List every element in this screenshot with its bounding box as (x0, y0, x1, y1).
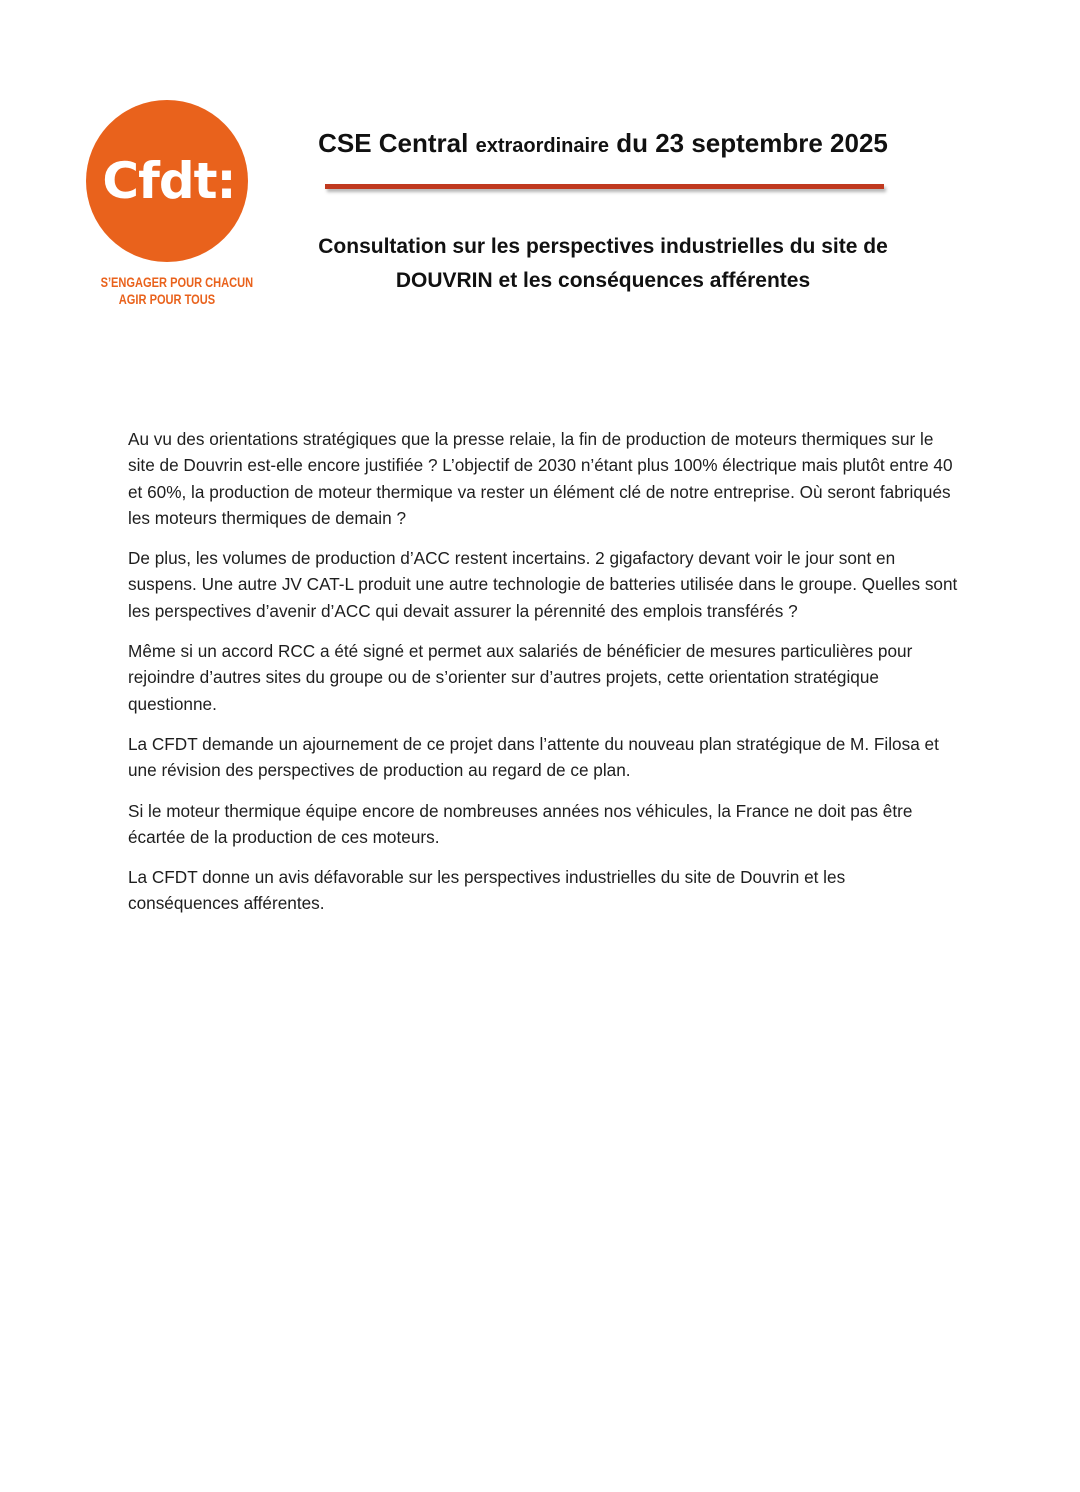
cfdt-logo-icon (86, 100, 248, 262)
paragraph: Même si un accord RCC a été signé et permet aux salariés de bénéficier de mesures particulières pour rejoindre d’autres sites du groupe ou de s’orienter sur d’autres projets, cette orientation stratégique questionne. (128, 641, 913, 714)
title-part-2: extraordinaire (475, 135, 609, 157)
tagline-line-1: S’ENGAGER POUR CHACUN (100, 275, 254, 290)
title-part-3: du 23 septembre 2025 (616, 128, 888, 158)
title-part-1: CSE Central (318, 128, 469, 158)
document-body (128, 426, 958, 931)
paragraph: Si le moteur thermique équipe encore de nombreuses années nos véhicules, la France ne doit pas être écartée de la production de ces moteurs. (128, 800, 913, 847)
paragraph: La CFDT demande un ajournement de ce projet dans l’attente du nouveau plan stratégique de M. Filosa et une révision des perspectives de production au regard de ce plan. (128, 733, 939, 781)
document-title (300, 128, 906, 159)
logo-tagline (100, 274, 254, 308)
subtitle-line-2: DOUVRIN et les conséquences afférentes (395, 269, 811, 292)
document-subtitle (290, 230, 916, 298)
paragraph: La CFDT donne un avis défavorable sur les perspectives industrielles du site de Douvrin et les conséquences afférentes. (128, 867, 846, 914)
title-divider (325, 184, 884, 189)
paragraph: De plus, les volumes de production d’ACC restent incertains. 2 gigafactory devant voir le jour sont en suspens. Une autre JV CAT-L produit une autre technologie de batteries utilisée dans le groupe. Quelles sont les perspectives d’avenir d’ACC qui devait assurer la pérennité des emplois transférés ? (128, 548, 958, 621)
tagline-line-2: AGIR POUR TOUS (118, 292, 216, 307)
logo-text: Cfdt: (102, 152, 236, 210)
paragraph: Au vu des orientations stratégiques que la presse relaie, la fin de production de moteurs thermiques sur le site de Douvrin est-elle encore justifiée ? L’objectif de 2030 n’étant plus 100% électrique mais plutôt entre 40 et 60%, la production de moteur thermique va rester un élément clé de notre entreprise. Où seront fabriqués les moteurs thermiques de demain ? (128, 429, 953, 528)
subtitle-line-1: Consultation sur les perspectives industrielles du site de (318, 235, 888, 258)
cfdt-logo (86, 100, 254, 307)
